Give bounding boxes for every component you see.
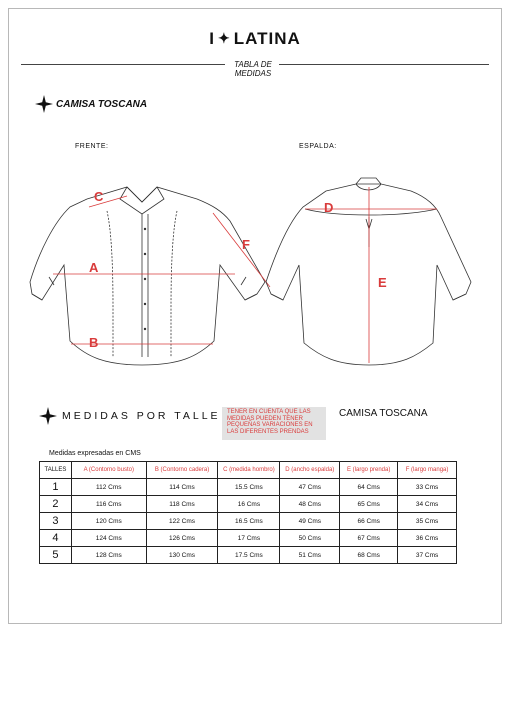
four-point-star-icon — [35, 95, 53, 113]
product-section-title — [35, 95, 147, 113]
column-header: F (largo manga) — [398, 462, 457, 479]
brand-right: LATINA — [233, 29, 301, 48]
subtitle-line-1: TABLA DE — [234, 60, 272, 69]
table-cell: 37 Cms — [398, 547, 457, 564]
table-cell: 116 Cms — [71, 496, 146, 513]
column-header: B (Contorno cadera) — [146, 462, 218, 479]
table-cell: 66 Cms — [340, 513, 398, 530]
measures-title: MEDIDAS POR TALLE — [62, 410, 221, 422]
table-cell: 49 Cms — [280, 513, 340, 530]
table-cell: 114 Cms — [146, 479, 218, 496]
table-cell: 35 Cms — [398, 513, 457, 530]
header-rule-left — [21, 64, 225, 65]
marker-f: F — [242, 237, 250, 252]
table-cell: 67 Cms — [340, 530, 398, 547]
size-cell: 4 — [40, 530, 72, 547]
column-header: D (ancho espalda) — [280, 462, 340, 479]
column-header: A (Contorno busto) — [71, 462, 146, 479]
marker-d: D — [324, 200, 334, 215]
table-row — [40, 513, 457, 530]
subtitle-line-2: MEDIDAS — [234, 69, 272, 78]
table-cell: 122 Cms — [146, 513, 218, 530]
size-cell: 2 — [40, 496, 72, 513]
product-title: CAMISA TOSCANA — [56, 98, 148, 110]
table-cell: 36 Cms — [398, 530, 457, 547]
table-cell: 47 Cms — [280, 479, 340, 496]
variation-note: TENER EN CUENTA QUE LAS MEDIDAS PUEDEN TENER PEQUEÑAS VARIACIONES EN LAS DIFERENTES PRENDAS — [222, 407, 326, 440]
table-row — [40, 479, 457, 496]
table-header-row — [40, 462, 457, 479]
table-cell: 126 Cms — [146, 530, 218, 547]
measures-product-name: CAMISA TOSCANA — [339, 408, 428, 419]
size-chart-sheet — [8, 8, 502, 624]
table-cell: 128 Cms — [71, 547, 146, 564]
column-header: E (largo prenda) — [340, 462, 398, 479]
table-cell: 51 Cms — [280, 547, 340, 564]
table-cell: 120 Cms — [71, 513, 146, 530]
table-cell: 15.5 Cms — [218, 479, 280, 496]
table-row — [40, 530, 457, 547]
table-cell: 17 Cms — [218, 530, 280, 547]
marker-e: E — [378, 275, 387, 290]
table-cell: 50 Cms — [280, 530, 340, 547]
front-shirt-diagram — [27, 169, 277, 384]
column-header: C (medida hombro) — [218, 462, 280, 479]
table-cell: 16.5 Cms — [218, 513, 280, 530]
header-rule-right — [279, 64, 489, 65]
units-caption: Medidas expresadas en CMS — [49, 450, 141, 457]
table-cell: 48 Cms — [280, 496, 340, 513]
marker-b: B — [89, 335, 99, 350]
size-cell: 1 — [40, 479, 72, 496]
table-cell: 124 Cms — [71, 530, 146, 547]
table-cell: 16 Cms — [218, 496, 280, 513]
marker-c: C — [94, 189, 104, 204]
size-cell: 3 — [40, 513, 72, 530]
size-table — [39, 461, 457, 564]
table-row — [40, 547, 457, 564]
table-cell: 65 Cms — [340, 496, 398, 513]
front-view-label: FRENTE: — [75, 143, 109, 150]
measures-section-title — [39, 407, 221, 425]
page-subtitle — [221, 60, 285, 78]
back-shirt-diagram — [261, 169, 493, 384]
table-cell: 17.5 Cms — [218, 547, 280, 564]
four-point-star-icon — [39, 407, 57, 425]
table-cell: 64 Cms — [340, 479, 398, 496]
column-header: TALLES — [40, 462, 72, 479]
table-cell: 33 Cms — [398, 479, 457, 496]
table-row — [40, 496, 457, 513]
brand-left: I — [209, 29, 215, 48]
size-cell: 5 — [40, 547, 72, 564]
table-cell: 118 Cms — [146, 496, 218, 513]
table-cell: 112 Cms — [71, 479, 146, 496]
brand-logo — [9, 29, 501, 49]
table-cell: 68 Cms — [340, 547, 398, 564]
table-cell: 34 Cms — [398, 496, 457, 513]
table-cell: 130 Cms — [146, 547, 218, 564]
star-separator-icon: ✦ — [217, 30, 231, 46]
back-view-label: ESPALDA: — [299, 143, 337, 150]
marker-a: A — [89, 260, 99, 275]
